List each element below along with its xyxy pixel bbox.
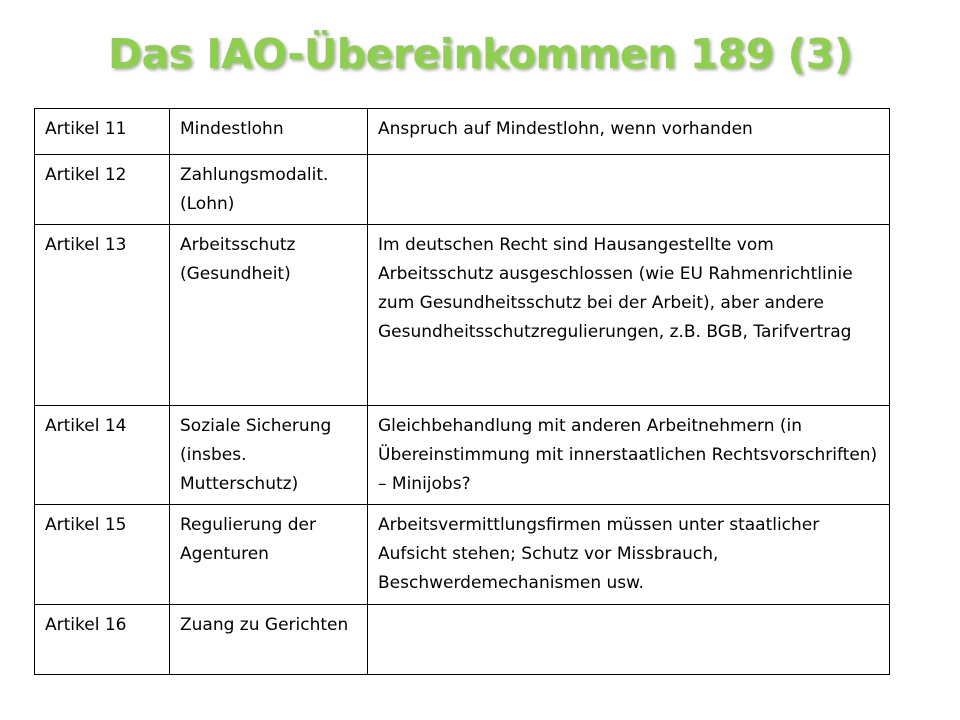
- table-row: [35, 505, 890, 605]
- note-cell: [368, 605, 890, 675]
- article-cell: Artikel 15: [35, 505, 170, 605]
- article-cell: Artikel 12: [35, 155, 170, 225]
- note-cell: Im deutschen Recht sind Hausangestellte vom Arbeitsschutz ausgeschlossen (wie EU Rahmenrichtlinie zum Gesundheitsschutz bei der Arbeit), aber andere Gesundheitsschutzregulierungen, z.B. BGB, Tarifvertrag: [368, 225, 890, 406]
- topic-cell: Zuang zu Gerichten: [170, 605, 368, 675]
- article-cell: Artikel 16: [35, 605, 170, 675]
- articles-table: [34, 108, 890, 675]
- topic-cell: Mindestlohn: [170, 109, 368, 155]
- note-cell: Arbeitsvermittlungsfirmen müssen unter staatlicher Aufsicht stehen; Schutz vor Missbrauch, Beschwerdemechanismen usw.: [368, 505, 890, 605]
- article-cell: Artikel 13: [35, 225, 170, 406]
- table-row: [35, 109, 890, 155]
- note-cell: Gleichbehandlung mit anderen Arbeitnehmern (in Übereinstimmung mit innerstaatlichen Rechtsvorschriften) – Minijobs?: [368, 406, 890, 505]
- table-row: [35, 605, 890, 675]
- table-row: [35, 406, 890, 505]
- table-row: [35, 155, 890, 225]
- table-row: [35, 225, 890, 406]
- topic-cell: Soziale Sicherung (insbes. Mutterschutz): [170, 406, 368, 505]
- article-cell: Artikel 11: [35, 109, 170, 155]
- note-cell: Anspruch auf Mindestlohn, wenn vorhanden: [368, 109, 890, 155]
- article-cell: Artikel 14: [35, 406, 170, 505]
- topic-cell: Zahlungsmodalit. (Lohn): [170, 155, 368, 225]
- topic-cell: Regulierung der Agenturen: [170, 505, 368, 605]
- topic-cell: Arbeitsschutz (Gesundheit): [170, 225, 368, 406]
- note-cell: [368, 155, 890, 225]
- slide-title: Das IAO-Übereinkommen 189 (3): [107, 30, 853, 78]
